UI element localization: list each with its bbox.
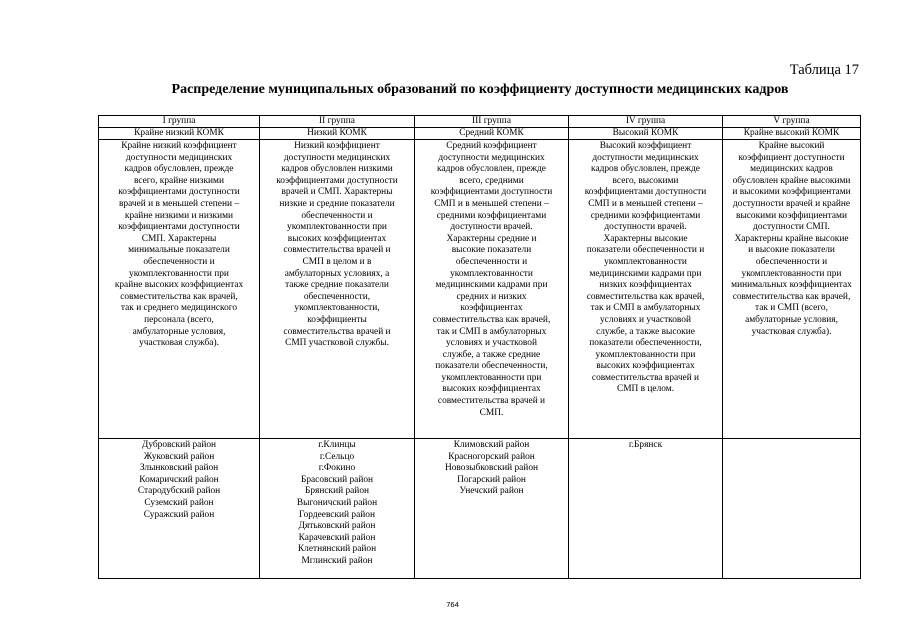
region-name: Стародубский район bbox=[137, 486, 221, 497]
description-line: крайне высоких коэффициентах bbox=[114, 280, 244, 291]
description-line: СМП в целом. bbox=[616, 384, 675, 395]
description-line: укомплектованности bbox=[604, 256, 687, 267]
description-line: доступности медицинских bbox=[283, 152, 391, 163]
description-line: медицинских кадров bbox=[750, 164, 833, 175]
description-line: укомплектованности bbox=[450, 268, 533, 279]
description-line: кадров обусловлен, прежде bbox=[591, 164, 700, 175]
region-name: Новозыбковский район bbox=[444, 463, 539, 474]
group-name-cell: II группа bbox=[260, 116, 415, 128]
region-name: Злынковский район bbox=[139, 463, 219, 474]
description-line: так и СМП в амбулаторных bbox=[436, 326, 547, 337]
region-name: Гордеевский район bbox=[299, 509, 375, 520]
region-name: Погарский район bbox=[457, 474, 526, 485]
group-level-cell: Крайне низкий КОМК bbox=[99, 128, 260, 140]
description-cell bbox=[723, 140, 861, 439]
description-line: кадров обусловлен низкими bbox=[281, 164, 393, 175]
region-name: Клетнянский район bbox=[297, 544, 377, 555]
region-name: Жуковский район bbox=[143, 451, 215, 462]
description-line: укомплектованности при bbox=[595, 349, 696, 360]
description-line: обеспеченности, bbox=[303, 291, 371, 302]
description-line: обусловлен крайне высокими bbox=[732, 175, 851, 186]
description-line: Характерны высокие bbox=[603, 233, 688, 244]
group-level-row bbox=[99, 128, 861, 140]
regions-cell bbox=[260, 439, 415, 579]
description-line: доступности медицинских bbox=[438, 152, 545, 163]
description-line: укомплектованности, bbox=[294, 303, 380, 314]
region-name: Мглинский район bbox=[301, 555, 373, 566]
description-line: СМП в целом и в bbox=[302, 256, 372, 267]
description-line: совместительства как врачей, bbox=[586, 291, 705, 302]
description-line: коэффициентами доступности bbox=[276, 175, 398, 186]
description-line: медицинскими кадрами при bbox=[589, 268, 702, 279]
description-line: совместительства врачей и bbox=[591, 372, 700, 383]
description-line: совместительства врачей и bbox=[283, 245, 391, 256]
region-name: Дятьковский район bbox=[298, 521, 376, 532]
description-line: Характерны средние и bbox=[446, 233, 537, 244]
region-name: г.Сельцо bbox=[319, 451, 355, 462]
description-line: коэффициентами доступности bbox=[118, 187, 240, 198]
description-line: СМП. bbox=[479, 407, 504, 418]
region-name: Суземский район bbox=[144, 497, 214, 508]
description-line: совместительства как врачей, bbox=[432, 314, 551, 325]
description-line: совместительства как врачей, bbox=[120, 291, 238, 302]
region-name: Дубровский район bbox=[141, 440, 217, 450]
description-line: доступности СМП. bbox=[753, 222, 830, 233]
description-line: совместительства как врачей, bbox=[732, 291, 851, 302]
region-name: Брянский район bbox=[304, 486, 370, 497]
description-line: Высокий коэффициент bbox=[599, 141, 692, 151]
description-line: условиях и участковой bbox=[445, 338, 538, 349]
description-line: показатели обеспеченности, bbox=[435, 361, 548, 372]
description-row bbox=[99, 140, 861, 439]
region-name: г.Клинцы bbox=[318, 440, 356, 450]
description-line: доступности медицинских bbox=[125, 152, 233, 163]
region-name: Карачевский район bbox=[298, 532, 376, 543]
region-name: Климовский район bbox=[453, 440, 530, 450]
description-line: высоких коэффициентах bbox=[287, 233, 387, 244]
description-line: укомплектованности при bbox=[129, 268, 229, 279]
description-cell bbox=[415, 140, 569, 439]
description-line: Крайне низкий коэффициент bbox=[121, 141, 237, 151]
description-line: амбулаторные условия, bbox=[132, 326, 226, 337]
description-line: минимальных коэффициентах bbox=[731, 280, 852, 291]
table-caption: Таблица 17 bbox=[789, 62, 859, 78]
regions-cell bbox=[99, 439, 260, 579]
description-cell bbox=[99, 140, 260, 439]
description-line: всего, средними bbox=[459, 175, 524, 186]
regions-row bbox=[99, 439, 861, 579]
regions-cell bbox=[723, 439, 861, 579]
description-line: высокими коэффициентами bbox=[736, 210, 847, 221]
description-line: врачей и СМП. Характерны bbox=[281, 187, 393, 198]
description-line: амбулаторных условиях, а bbox=[284, 268, 390, 279]
description-line: службе, а также высокие bbox=[596, 326, 695, 337]
description-line: Крайне высокий bbox=[758, 141, 825, 151]
description-line: коэффициентами доступности bbox=[584, 187, 707, 198]
description-line: совместительства врачей и bbox=[437, 396, 546, 407]
description-line: так и среднего медицинского bbox=[120, 303, 238, 314]
description-line: Низкий коэффициент bbox=[294, 141, 380, 151]
description-line: доступности медицинских bbox=[592, 152, 699, 163]
description-line: низких коэффициентах bbox=[599, 280, 692, 291]
description-line: укомплектованности при bbox=[441, 372, 542, 383]
description-line: СМП. Характерны bbox=[141, 233, 217, 244]
description-line: персонала (всего, bbox=[144, 314, 214, 325]
region-name: г.Брянск bbox=[628, 440, 663, 450]
description-line: средними коэффициентами bbox=[590, 210, 701, 221]
description-line: условиях и участковой bbox=[599, 314, 692, 325]
region-name: Брасовский район bbox=[300, 474, 374, 485]
region-name: Унечский район bbox=[459, 486, 524, 497]
description-line: медицинскими кадрами при bbox=[435, 280, 548, 291]
description-line: обеспеченности и bbox=[143, 256, 215, 267]
description-line: высоких коэффициентах bbox=[442, 384, 541, 395]
group-level-cell: Средний КОМК bbox=[415, 128, 569, 140]
description-line: показатели обеспеченности, bbox=[589, 338, 702, 349]
description-line: минимальные показатели bbox=[128, 245, 230, 256]
group-level-cell: Крайне высокий КОМК bbox=[723, 128, 861, 140]
description-line: и высокими коэффициентами bbox=[732, 187, 851, 198]
description-line: доступности врачей. bbox=[604, 222, 687, 233]
distribution-table bbox=[98, 115, 861, 579]
description-line: и высокие показатели bbox=[748, 245, 835, 256]
description-line: средними коэффициентами bbox=[436, 210, 547, 221]
description-line: укомплектованности при bbox=[287, 222, 387, 233]
description-line: участковая служба). bbox=[751, 326, 832, 337]
description-line: кадров обусловлен, прежде bbox=[124, 164, 234, 175]
table-title: Распределение муниципальных образований по коэффициенту доступности медицинских кадров bbox=[171, 82, 789, 97]
description-line: так и СМП (всего, bbox=[755, 303, 828, 314]
region-name: Суражский район bbox=[143, 509, 215, 520]
description-line: СМП и в меньшей степени – bbox=[434, 198, 549, 209]
description-line: врачей и в меньшей степени – bbox=[118, 198, 240, 209]
description-line: Характерны крайне высокие bbox=[734, 233, 849, 244]
description-line: коэффициентами доступности bbox=[430, 187, 553, 198]
description-line: участковая служба). bbox=[139, 338, 219, 349]
regions-cell bbox=[569, 439, 723, 579]
description-line: совместительства врачей и bbox=[283, 326, 391, 337]
description-line: высоких коэффициентах bbox=[596, 361, 695, 372]
description-line: показатели обеспеченности и bbox=[586, 245, 705, 256]
description-line: амбулаторные условия, bbox=[745, 314, 838, 325]
description-line: коэффициентах bbox=[460, 303, 523, 314]
description-line: обеспеченности и bbox=[755, 256, 828, 267]
group-name-row bbox=[99, 116, 861, 128]
region-name: г.Фокино bbox=[318, 463, 356, 474]
description-line: укомплектованности при bbox=[741, 268, 842, 279]
description-line: коэффициенты bbox=[307, 314, 367, 325]
description-line: высокие показатели bbox=[451, 245, 532, 256]
description-line: службе, а также средние bbox=[442, 349, 541, 360]
description-line: СМП участковой службы. bbox=[285, 338, 389, 349]
description-cell bbox=[569, 140, 723, 439]
group-name-cell: I группа bbox=[99, 116, 260, 128]
group-name-cell: IV группа bbox=[569, 116, 723, 128]
description-line: обеспеченности и bbox=[455, 256, 528, 267]
description-line: крайне низкими и низкими bbox=[124, 210, 234, 221]
region-name: Красногорский район bbox=[448, 451, 535, 462]
description-cell bbox=[260, 140, 415, 439]
description-line: доступности врачей. bbox=[450, 222, 533, 233]
region-name: Выгоничский район bbox=[296, 497, 378, 508]
description-line: низкие и средние показатели bbox=[279, 198, 395, 209]
description-line: всего, крайне низкими bbox=[134, 175, 224, 186]
description-line: коэффициент доступности bbox=[738, 152, 845, 163]
description-line: доступности врачей и крайне bbox=[732, 198, 851, 209]
group-name-cell: V группа bbox=[723, 116, 861, 128]
regions-cell bbox=[415, 439, 569, 579]
description-line: так и СМП в амбулаторных bbox=[590, 303, 701, 314]
description-line: Средний коэффициент bbox=[446, 141, 537, 151]
group-name-cell: III группа bbox=[415, 116, 569, 128]
description-line: всего, высокими bbox=[612, 175, 679, 186]
page-number: 764 bbox=[446, 600, 459, 609]
region-name: Комаричский район bbox=[139, 474, 219, 485]
group-level-cell: Высокий КОМК bbox=[569, 128, 723, 140]
description-line: также средние показатели bbox=[285, 280, 389, 291]
description-line: СМП и в меньшей степени – bbox=[588, 198, 703, 209]
description-line: обеспеченности и bbox=[301, 210, 373, 221]
description-line: коэффициентами доступности bbox=[118, 222, 240, 233]
group-level-cell: Низкий КОМК bbox=[260, 128, 415, 140]
description-line: средних и низких bbox=[456, 291, 527, 302]
description-line: кадров обусловлен, прежде bbox=[437, 164, 546, 175]
